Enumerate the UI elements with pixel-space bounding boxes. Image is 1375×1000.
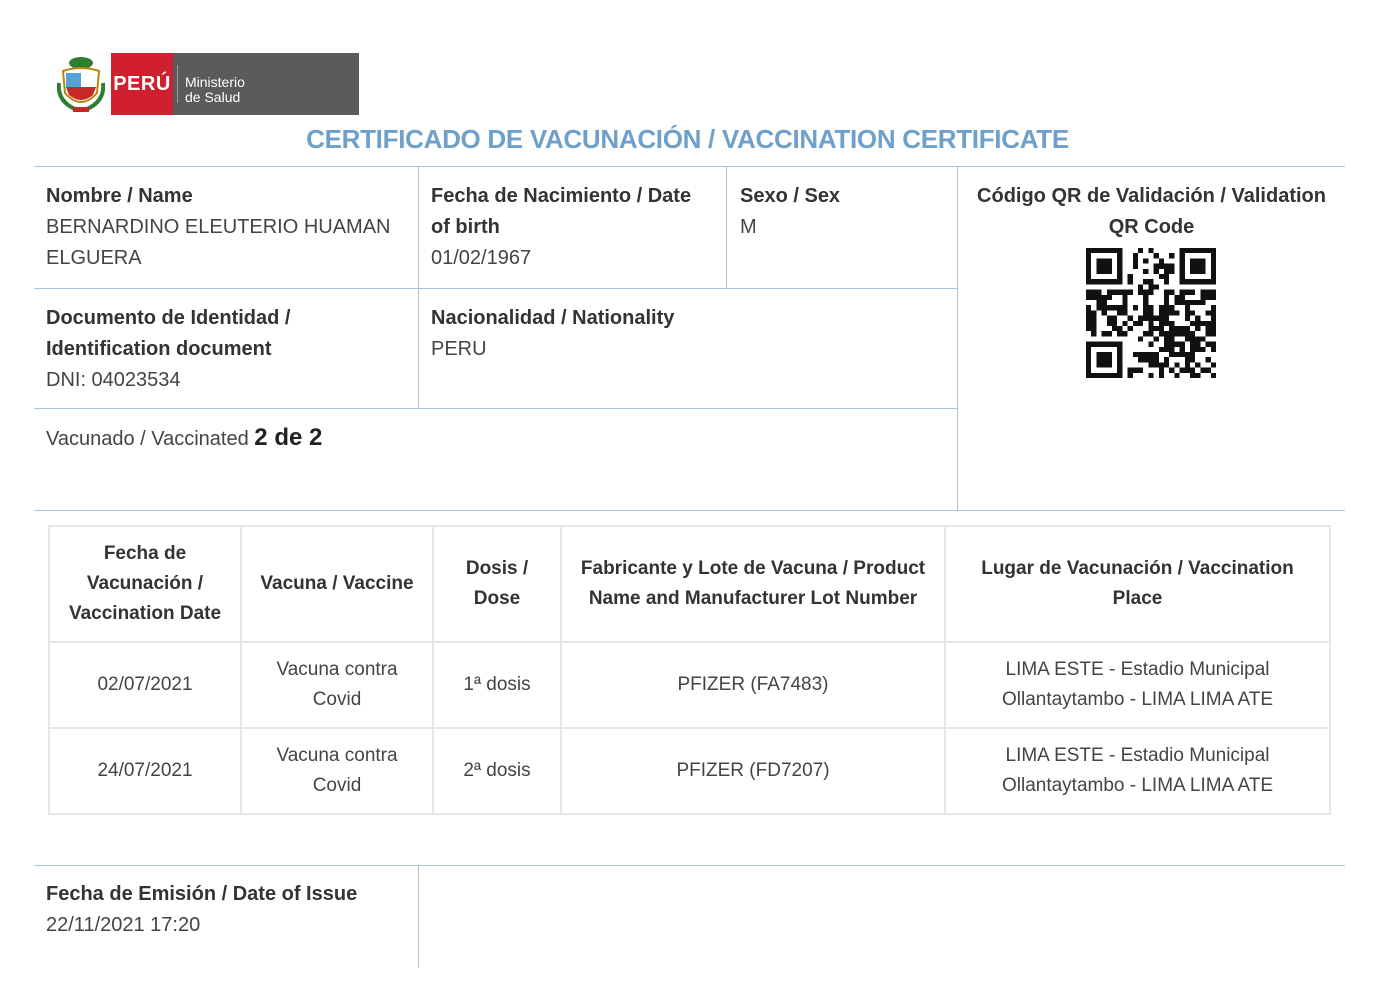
name-value-line-1: BERNARDINO ELEUTERIO HUAMAN (46, 216, 391, 238)
divider (418, 865, 419, 968)
sex-label: Sexo / Sex (740, 185, 841, 207)
cell-text: Vacuna contra (276, 659, 398, 680)
cell-vaccine (241, 642, 433, 728)
header-text: Dosis / (465, 558, 529, 579)
name-value-line-2: ELGUERA (46, 247, 142, 269)
divider (34, 166, 1345, 167)
dob-label-line-2: of birth (431, 216, 500, 238)
header-text: Name and Manufacturer Lot Number (588, 588, 918, 609)
divider (34, 288, 958, 289)
name-label: Nombre / Name (46, 185, 193, 207)
document-label-line-2: Identification document (46, 338, 272, 360)
divider (34, 510, 1345, 511)
cell-dose: 2ª dosis (433, 728, 561, 814)
dob-label-line-1: Fecha de Nacimiento / Date (431, 185, 692, 207)
header-text: Lugar de Vacunación / Vaccination (981, 558, 1294, 579)
ministry-line-1: Ministerio (185, 74, 245, 90)
ministry-line-2: de Salud (185, 89, 241, 105)
header-text: Fecha de (103, 543, 187, 564)
dob-cell (431, 181, 691, 274)
name-cell (46, 181, 391, 274)
cell-text: LIMA ESTE - Estadio Municipal (1005, 745, 1270, 766)
header-text: Dose (473, 588, 521, 609)
divider (34, 408, 958, 409)
minsa-logo (57, 53, 359, 115)
header-place (945, 526, 1330, 642)
header-text: Vaccination Date (68, 603, 222, 624)
table-row (49, 728, 1330, 814)
issue-date-cell (46, 879, 357, 941)
qr-label-line-2: QR Code (1108, 216, 1195, 238)
cell-date: 24/07/2021 (49, 728, 241, 814)
header-vaccine: Vacuna / Vaccine (241, 526, 433, 642)
header-manufacturer (561, 526, 945, 642)
peru-brand-label: PERÚ (111, 53, 173, 115)
divider (726, 166, 727, 289)
qr-cell (958, 181, 1345, 243)
vaccinated-label: Vacunado / Vaccinated (46, 428, 249, 450)
cell-text: Ollantaytambo - LIMA LIMA ATE (1001, 775, 1274, 796)
table-row (49, 642, 1330, 728)
cell-place (945, 728, 1330, 814)
document-cell (46, 303, 290, 396)
cell-text: LIMA ESTE - Estadio Municipal (1005, 659, 1270, 680)
cell-text: Vacuna contra (276, 745, 398, 766)
issue-date-value: 22/11/2021 17:20 (46, 914, 201, 936)
header-text: Place (1112, 588, 1163, 609)
divider (418, 166, 419, 409)
vaccinated-value: 2 de 2 (254, 424, 323, 451)
vaccination-table (48, 525, 1331, 815)
sex-value: M (740, 216, 757, 238)
cell-text: Ollantaytambo - LIMA LIMA ATE (1001, 689, 1274, 710)
table-header-row (49, 526, 1330, 642)
peru-coat-of-arms-icon (57, 53, 105, 115)
cell-place (945, 642, 1330, 728)
cell-date: 02/07/2021 (49, 642, 241, 728)
header-text: Fabricante y Lote de Vacuna / Product (580, 558, 926, 579)
cell-manufacturer: PFIZER (FD7207) (561, 728, 945, 814)
document-value: DNI: 04023534 (46, 369, 181, 391)
nationality-cell (431, 303, 674, 365)
header-vaccination-date (49, 526, 241, 642)
cell-manufacturer: PFIZER (FA7483) (561, 642, 945, 728)
issue-date-label: Fecha de Emisión / Date of Issue (46, 883, 358, 905)
vaccinated-status (46, 424, 322, 452)
nationality-value: PERU (431, 338, 487, 360)
cell-text: Covid (312, 775, 362, 796)
document-label-line-1: Documento de Identidad / (46, 307, 291, 329)
nationality-label: Nacionalidad / Nationality (431, 307, 675, 329)
cell-dose: 1ª dosis (433, 642, 561, 728)
cell-text: Covid (312, 689, 362, 710)
qr-label-line-1: Código QR de Validación / Validation (977, 185, 1326, 207)
header-dose (433, 526, 561, 642)
sex-cell (740, 181, 840, 243)
qr-code-icon (1086, 248, 1216, 378)
divider (34, 865, 1345, 866)
dob-value: 01/02/1967 (431, 247, 532, 269)
ministry-label (173, 53, 359, 115)
certificate-title: CERTIFICADO DE VACUNACIÓN / VACCINATION CERTIFICATE (306, 124, 1069, 154)
header-text: Vacunación / (86, 573, 204, 594)
cell-vaccine (241, 728, 433, 814)
